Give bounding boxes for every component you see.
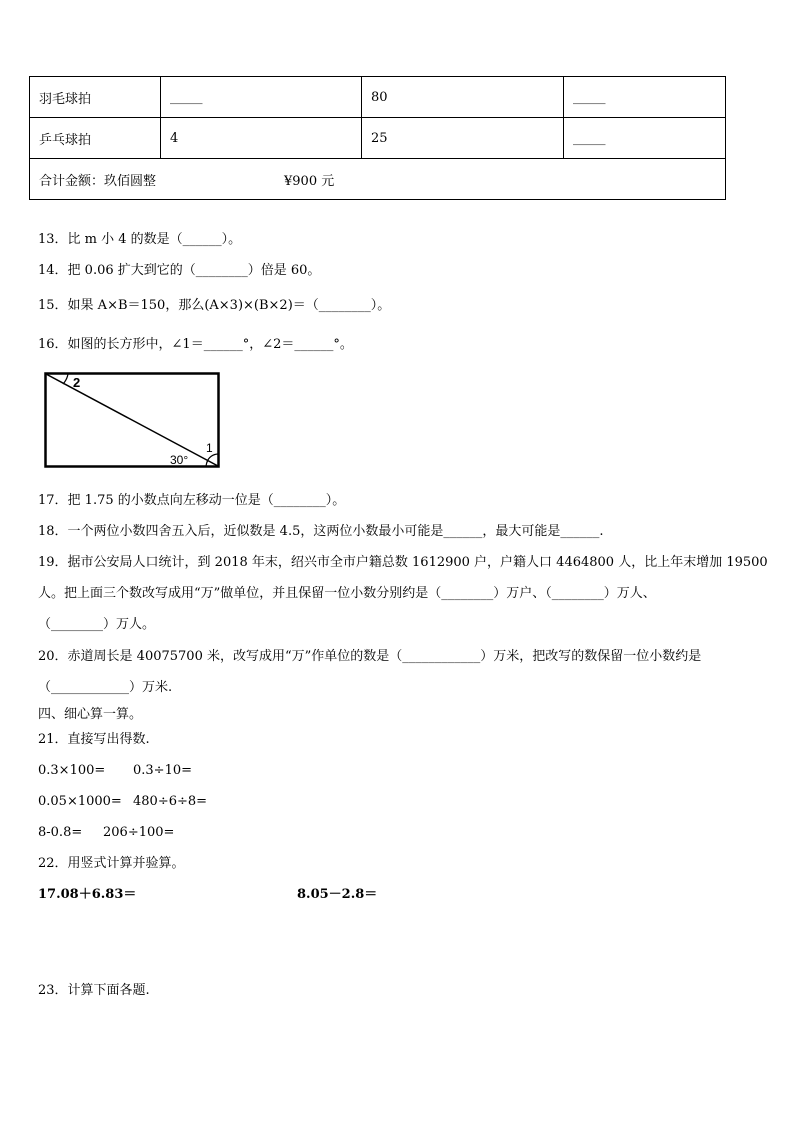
table-cell-price: 80 <box>362 77 564 118</box>
table-cell-qty: 4 <box>161 118 362 159</box>
calc-item: 480÷6÷8= <box>133 794 208 809</box>
table-cell-total: _____ <box>564 118 726 159</box>
calc-item: 206÷100= <box>103 825 175 840</box>
sum-value: ¥900 元 <box>284 173 335 189</box>
rectangle-figure <box>44 372 222 470</box>
table-cell-qty: _____ <box>161 77 362 118</box>
calc-item: 0.3÷10= <box>133 763 193 778</box>
calc-row <box>38 824 174 842</box>
question-19-line3: （________）万人。 <box>38 617 156 632</box>
calc-row <box>38 793 207 811</box>
question-13: 13．比 m 小 4 的数是（______）。 <box>38 232 242 247</box>
table-row <box>30 77 726 118</box>
question-14: 14．把 0.06 扩大到它的（________）倍是 60。 <box>38 263 321 278</box>
table-cell-price: 25 <box>362 118 564 159</box>
table-cell-item: 乒乓球拍 <box>30 118 161 159</box>
calc-item: 0.05×1000= <box>38 794 122 809</box>
question-15: 15．如果 A×B＝150，那么(A×3)×(B×2)＝（________）。 <box>38 298 391 313</box>
question-16: 16．如图的长方形中，∠1＝______°，∠2＝______°。 <box>38 337 353 352</box>
question-20-line1: 20．赤道周长是 40075700 米，改写成用“万”作单位的数是（____________）万米，把改写的数保留一位小数约是 <box>38 649 702 664</box>
calc-row <box>38 762 192 780</box>
angle-1-label: 1 <box>206 441 213 455</box>
question-22: 22．用竖式计算并验算。 <box>38 856 185 871</box>
table-sum-cell <box>30 159 726 200</box>
calc-item: 8-0.8= <box>38 825 83 840</box>
calc-item: 0.3×100= <box>38 763 106 778</box>
question-22-a: 17.08＋6.83＝ <box>38 887 137 902</box>
table-cell-total: _____ <box>564 77 726 118</box>
question-19-line1: 19．据市公安局人口统计，到 2018 年末，绍兴市全市户籍总数 1612900 户，户籍人口 4464800 人，比上年末增加 19500 <box>38 555 768 570</box>
question-20-line2: （____________）万米. <box>38 680 173 695</box>
table-cell-item: 羽毛球拍 <box>30 77 161 118</box>
angle-30-label: 30° <box>170 453 189 467</box>
price-table <box>29 76 726 200</box>
question-19-line2: 人。把上面三个数改写成用“万”做单位，并且保留一位小数分别约是（________）万户、（________）万人、 <box>38 586 656 601</box>
question-22-b: 8.05－2.8＝ <box>297 887 378 902</box>
table-row-sum <box>30 159 726 200</box>
question-17: 17．把 1.75 的小数点向左移动一位是（________）。 <box>38 493 346 508</box>
question-21: 21．直接写出得数. <box>38 732 150 747</box>
angle-2-label: 2 <box>73 375 81 390</box>
section-heading: 四、细心算一算。 <box>38 707 143 722</box>
question-23: 23．计算下面各题. <box>38 983 150 998</box>
sum-label: 合计金额：玖佰圆整 <box>39 173 157 189</box>
table-row <box>30 118 726 159</box>
question-18: 18．一个两位小数四舍五入后，近似数是 4.5，这两位小数最小可能是______，最大可能是______. <box>38 524 604 539</box>
